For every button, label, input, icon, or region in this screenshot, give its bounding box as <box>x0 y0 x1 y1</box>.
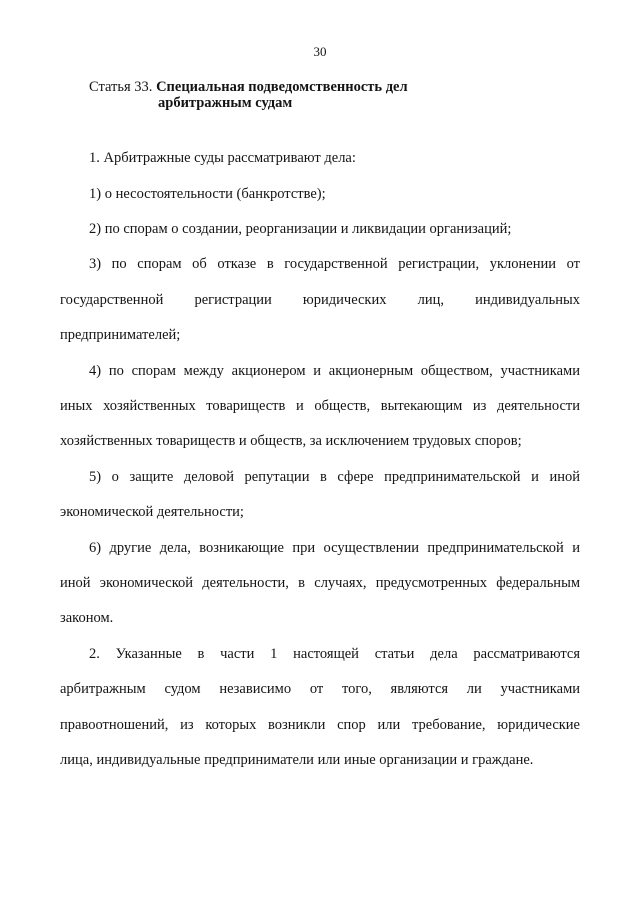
article-number: Статья 33. <box>89 79 153 95</box>
article-title-line-1: Специальная подведомственность дел <box>156 79 408 95</box>
paragraph-line: 5) о защите деловой репутации в сфере предпринимательской и иной <box>89 469 580 485</box>
paragraph-line: государственной регистрации юридических лиц, индивидуальных <box>60 292 580 308</box>
paragraph-line: 1) о несостоятельности (банкротстве); <box>89 186 326 202</box>
article-title-line-2: арбитражным судам <box>158 95 293 111</box>
paragraph-line: предпринимателей; <box>60 327 181 343</box>
paragraph-line: 1. Арбитражные суды рассматривают дела: <box>89 150 356 166</box>
page-number: 30 <box>313 44 327 59</box>
article-heading <box>89 79 569 111</box>
paragraph-line: экономической деятельности; <box>60 504 244 520</box>
paragraph-line: арбитражным судом независимо от того, являются ли участниками <box>60 681 580 697</box>
paragraph-line: 4) по спорам между акционером и акционерным обществом, участниками <box>89 363 580 379</box>
paragraph-line: 3) по спорам об отказе в государственной регистрации, уклонении от <box>89 256 580 272</box>
paragraph-line: законом. <box>60 610 114 626</box>
paragraph-line: лица, индивидуальные предприниматели или иные организации и граждане. <box>60 752 534 768</box>
paragraph-line: 6) другие дела, возникающие при осуществлении предпринимательской и <box>89 540 580 556</box>
paragraph-line: иных хозяйственных товариществ и обществ, вытекающим из деятельности <box>60 398 580 414</box>
paragraph-line: 2. Указанные в части 1 настоящей статьи дела рассматриваются <box>89 646 580 662</box>
paragraph-line: правоотношений, из которых возникли спор или требование, юридические <box>60 717 580 733</box>
paragraph-line: иной экономической деятельности, в случаях, предусмотренных федеральным <box>60 575 580 591</box>
paragraph-line: 2) по спорам о создании, реорганизации и ликвидации организаций; <box>89 221 512 237</box>
paragraph-line: хозяйственных товариществ и обществ, за исключением трудовых споров; <box>60 433 522 449</box>
